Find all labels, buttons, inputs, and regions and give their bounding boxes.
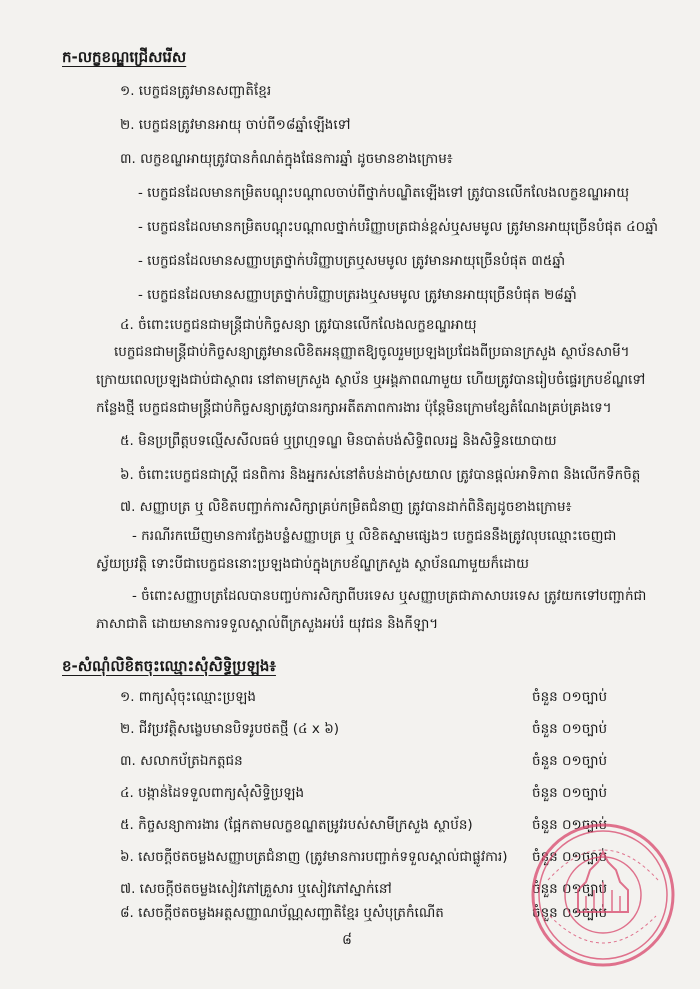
document-item: ៣. សលាកប័ត្រឯកត្តជន xyxy=(120,753,243,769)
requirement-item-6: ៦. ចំពោះបេក្ខជនជាស្រ្តី ជនពិការ និងអ្នករស់នៅតំបន់ដាច់ស្រយាល ត្រូវបានផ្ដល់អាទិភាព និងលើកទឹកចិត្ត xyxy=(120,467,641,483)
requirement-item-1: ១. បេក្ខជនត្រូវមានសញ្ជាតិខ្មែរ xyxy=(120,83,272,99)
document-quantity: ចំនួន ០១ច្បាប់ xyxy=(532,817,608,833)
document-item: ២. ជីវប្រវត្តិសង្ខេបមានបិទរូបថតថ្មី (៤ x ៦) xyxy=(120,721,340,737)
document-quantity: ចំនួន ០១ច្បាប់ xyxy=(532,785,608,801)
document-quantity: ចំនួន ០១ច្បាប់ xyxy=(532,689,608,705)
document-item: ៥. កិច្ចសន្យាការងារ (ផ្អែកតាមលក្ខខណ្ឌតម្រូវរបស់សាមីក្រសួង ស្ថាប័ន) xyxy=(120,817,473,833)
section-b-heading: ខ-សំណុំលិខិតចុះឈ្មោះសុំសិទ្ធិប្រឡង៖ xyxy=(62,657,276,675)
requirement-item-7-paragraph: - ចំពោះសញ្ញាបត្រដែលបានបញ្ចប់ការសិក្សាពីបរទេស ឬសញ្ញាបត្រជាភាសាបរទេស ត្រូវយកទៅបញ្ជាក់ជាភាសាជាតិ ដោយមានការទទួលស្គាល់ពីក្រសួងអប់រំ យុវជន និងកីឡា។ xyxy=(96,588,647,632)
requirement-item-2: ២. បេក្ខជនត្រូវមានអាយុ ចាប់ពី១៨ឆ្នាំឡើងទៅ xyxy=(120,117,351,133)
requirement-item-3: ៣. លក្ខខណ្ឌអាយុត្រូវបានកំណត់ក្នុងផែនការឆ្នាំ ដូចមានខាងក្រោម៖ xyxy=(120,151,453,167)
document-quantity: ចំនួន ០១ច្បាប់ xyxy=(532,721,608,737)
requirement-item-7-title: ៧. សញ្ញាបត្រ ឬ លិខិតបញ្ជាក់ការសិក្សាគ្រប់កម្រិតជំនាញ ត្រូវបានដាក់ពិនិត្យដូចខាងក្រោម៖ xyxy=(120,499,572,515)
document-quantity: ចំនួន ០១ច្បាប់ xyxy=(532,849,608,865)
age-bullet: - បេក្ខជនដែលមានសញ្ញាបត្រថ្នាក់បរិញ្ញាបត្ររងឬសមមូល ត្រូវមានអាយុច្រើនបំផុត ២៨ឆ្នាំ xyxy=(138,287,577,303)
document-item: ៧. សេចក្ដីថតចម្លងសៀវភៅគ្រួសារ ឬសៀវភៅស្នាក់នៅ xyxy=(120,881,392,897)
age-bullet: - បេក្ខជនដែលមានសញ្ញាបត្រថ្នាក់បរិញ្ញាបត្រឬសមមូល ត្រូវមានអាយុច្រើនបំផុត ៣៥ឆ្នាំ xyxy=(138,253,566,269)
age-bullet: - បេក្ខជនដែលមានកម្រិតបណ្ដុះបណ្ដាលចាប់ពីថ្នាក់បណ្ឌិតឡើងទៅ ត្រូវបានលើកលែងលក្ខខណ្ឌអាយុ xyxy=(138,185,630,201)
page-number: ៨ xyxy=(342,932,352,948)
requirement-item-5: ៥. មិនប្រព្រឹត្តបទល្មើសសីលធម៌ ឬព្រហ្មទណ្ឌ មិនបាត់បង់សិទ្ធិពលរដ្ឋ និងសិទ្ធិនយោបាយ xyxy=(120,433,557,449)
document-quantity: ចំនួន ០១ច្បាប់ xyxy=(532,905,608,921)
document-item: ១. ពាក្យសុំចុះឈ្មោះប្រឡង xyxy=(120,689,256,705)
document-item: ៨. សេចក្ដីថតចម្លងអត្តសញ្ញាណប័ណ្ណសញ្ជាតិខ្មែរ ឬសំបុត្រកំណើត xyxy=(120,905,444,921)
requirement-item-4-title: ៤. ចំពោះបេក្ខជនជាមន្រ្តីជាប់កិច្ចសន្យា ត្រូវបានលើកលែងលក្ខខណ្ឌអាយុ xyxy=(120,317,477,333)
document-item: ៤. បង្កាន់ដៃទទួលពាក្យសុំសិទ្ធិប្រឡង xyxy=(120,785,305,801)
requirement-item-4-body: បេក្ខជនជាមន្ត្រីជាប់កិច្ចសន្យាត្រូវមានលិខិតអនុញ្ញាតឱ្យចូលរួមប្រឡងប្រជែងពីប្រធានក្រសួង ស្ថាប័នសាមី។ ក្រោយពេលប្រឡងជាប់ជាស្ថាពរ នៅតាមក្រសួង ស្ថាប័ន ឬអង្គភាពណាមួយ ហើយត្រូវបានរៀបចំផ្ទេរក្របខ័ណ្ឌទៅកន្លែងថ្មី បេក្ខជនជាមន្ត្រីជាប់កិច្ចសន្យាត្រូវបានរក្សាអតីតភាពការងារ ប៉ុន្តែមិនក្រោមខ្សែតំណែងគ្រប់គ្រងទេ។ xyxy=(96,344,646,416)
document-quantity: ចំនួន ០១ច្បាប់ xyxy=(532,753,608,769)
age-bullet: - បេក្ខជនដែលមានកម្រិតបណ្ដុះបណ្ដាលថ្នាក់បរិញ្ញាបត្រជាន់ខ្ពស់ឬសមមូល ត្រូវមានអាយុច្រើនបំផុត ៤០ឆ្នាំ xyxy=(138,219,659,235)
official-seal-stamp xyxy=(528,820,678,970)
requirement-item-7-paragraph: - ករណីរកឃើញមានការក្លែងបន្លំសញ្ញាបត្រ ឬ លិខិតស្នាមផ្សេងៗ បេក្ខជននឹងត្រូវលុបឈ្មោះចេញជាស្វ័យប្រវត្តិ ទោះបីជាបេក្ខជននោះប្រឡងជាប់ក្នុងក្របខ័ណ្ឌក្រសួង ស្ថាប័នណាមួយក៏ដោយ xyxy=(96,528,617,572)
document-quantity: ចំនួន ០១ច្បាប់ xyxy=(532,881,608,897)
document-item: ៦. សេចក្ដីថតចម្លងសញ្ញាបត្រជំនាញ (ត្រូវមានការបញ្ជាក់ទទួលស្គាល់ជាផ្លូវការ) xyxy=(120,849,508,865)
section-a-heading: ក-លក្ខខណ្ឌជ្រើសរើស xyxy=(62,48,187,66)
